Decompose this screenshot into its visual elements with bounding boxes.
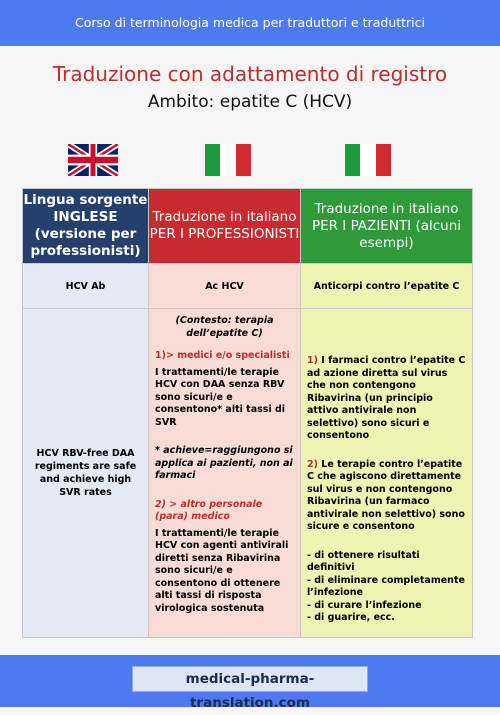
- italy-flag-icon: [345, 144, 391, 176]
- cell-pro-term: Ac HCV: [149, 264, 301, 309]
- patient-number-2: 2): [307, 458, 318, 470]
- cell-pro-sentence: [149, 309, 301, 638]
- patient-translation-2: [307, 459, 466, 534]
- list-item: - di eliminare completamente l’infezione: [307, 574, 465, 598]
- header-professionals: Traduzione in italiano PER I PROFESSIONISTI: [149, 189, 301, 264]
- page-title: Traduzione con adattamento di registro: [52, 62, 448, 86]
- table-row: [23, 264, 473, 309]
- cell-source-term: HCV Ab: [23, 264, 149, 309]
- pro-translation-2: I trattamenti/le terapie HCV con agenti antivirali diretti senza Ribavirina sono sicuri/e e consentono di ottenere alti tassi di risposta virologica sostenuta: [155, 527, 289, 614]
- patient-text-2: Le terapie contro l’epatite C che agiscono direttamente sul virus e non contengono Ribavirina (un farmaco antivirale non selettivo) sono sicure e consentono: [307, 458, 465, 532]
- list-item: - di curare l’infezione: [307, 599, 422, 611]
- course-title: Corso di terminologia medica per traduttori e traduttrici: [74, 15, 425, 30]
- list-item: - di ottenere risultati definitivi: [307, 549, 420, 573]
- translation-table: [22, 188, 473, 638]
- course-banner: [0, 0, 500, 46]
- table-row: [23, 309, 473, 638]
- list-item: - di guarire, ecc.: [307, 612, 395, 623]
- context-note: (Contesto: terapia dell’epatite C): [175, 315, 274, 339]
- pro-translation-1: I trattamenti/le terapie HCV con DAA senza RBV sono sicuri/e e consentono* alti tassi di SVR: [155, 366, 286, 428]
- audience-label-2: 2) > altro personale (para) medico: [155, 498, 263, 522]
- cell-patient-sentence: [301, 309, 473, 638]
- header-source: Lingua sorgente INGLESE (versione per professionisti): [23, 189, 149, 264]
- translation-note: * achieve=raggiungono si applica ai pazienti, non ai farmaci: [155, 445, 293, 481]
- italy-flag-icon: [205, 144, 251, 176]
- patient-number-1: 1): [307, 355, 318, 366]
- patient-outcome-list: [307, 550, 466, 625]
- uk-flag-icon: [68, 144, 118, 176]
- header-patients: Traduzione in italiano PER I PAZIENTI (alcuni esempi): [301, 189, 473, 264]
- site-logo-text: medical-pharma-translation.com: [185, 671, 315, 711]
- site-logo[interactable]: [132, 666, 368, 711]
- cell-source-sentence: [23, 309, 149, 638]
- patient-translation-1: [307, 355, 466, 443]
- patient-text-1: I farmaci contro l’epatite C ad azione diretta sul virus che non contengono Ribavirina (un principio attivo antivirale non selettivo) sono sicuri e consentono: [307, 355, 466, 441]
- source-sentence: HCV RBV-free DAA regiments are safe and achieve high SVR rates: [34, 448, 137, 498]
- audience-label-1: 1)> medici e/o specialisti: [155, 350, 290, 361]
- page-subtitle: Ambito: epatite C (HCV): [147, 92, 353, 112]
- table-header-row: [23, 189, 473, 264]
- cell-patient-term: Anticorpi contro l’epatite C: [301, 264, 473, 309]
